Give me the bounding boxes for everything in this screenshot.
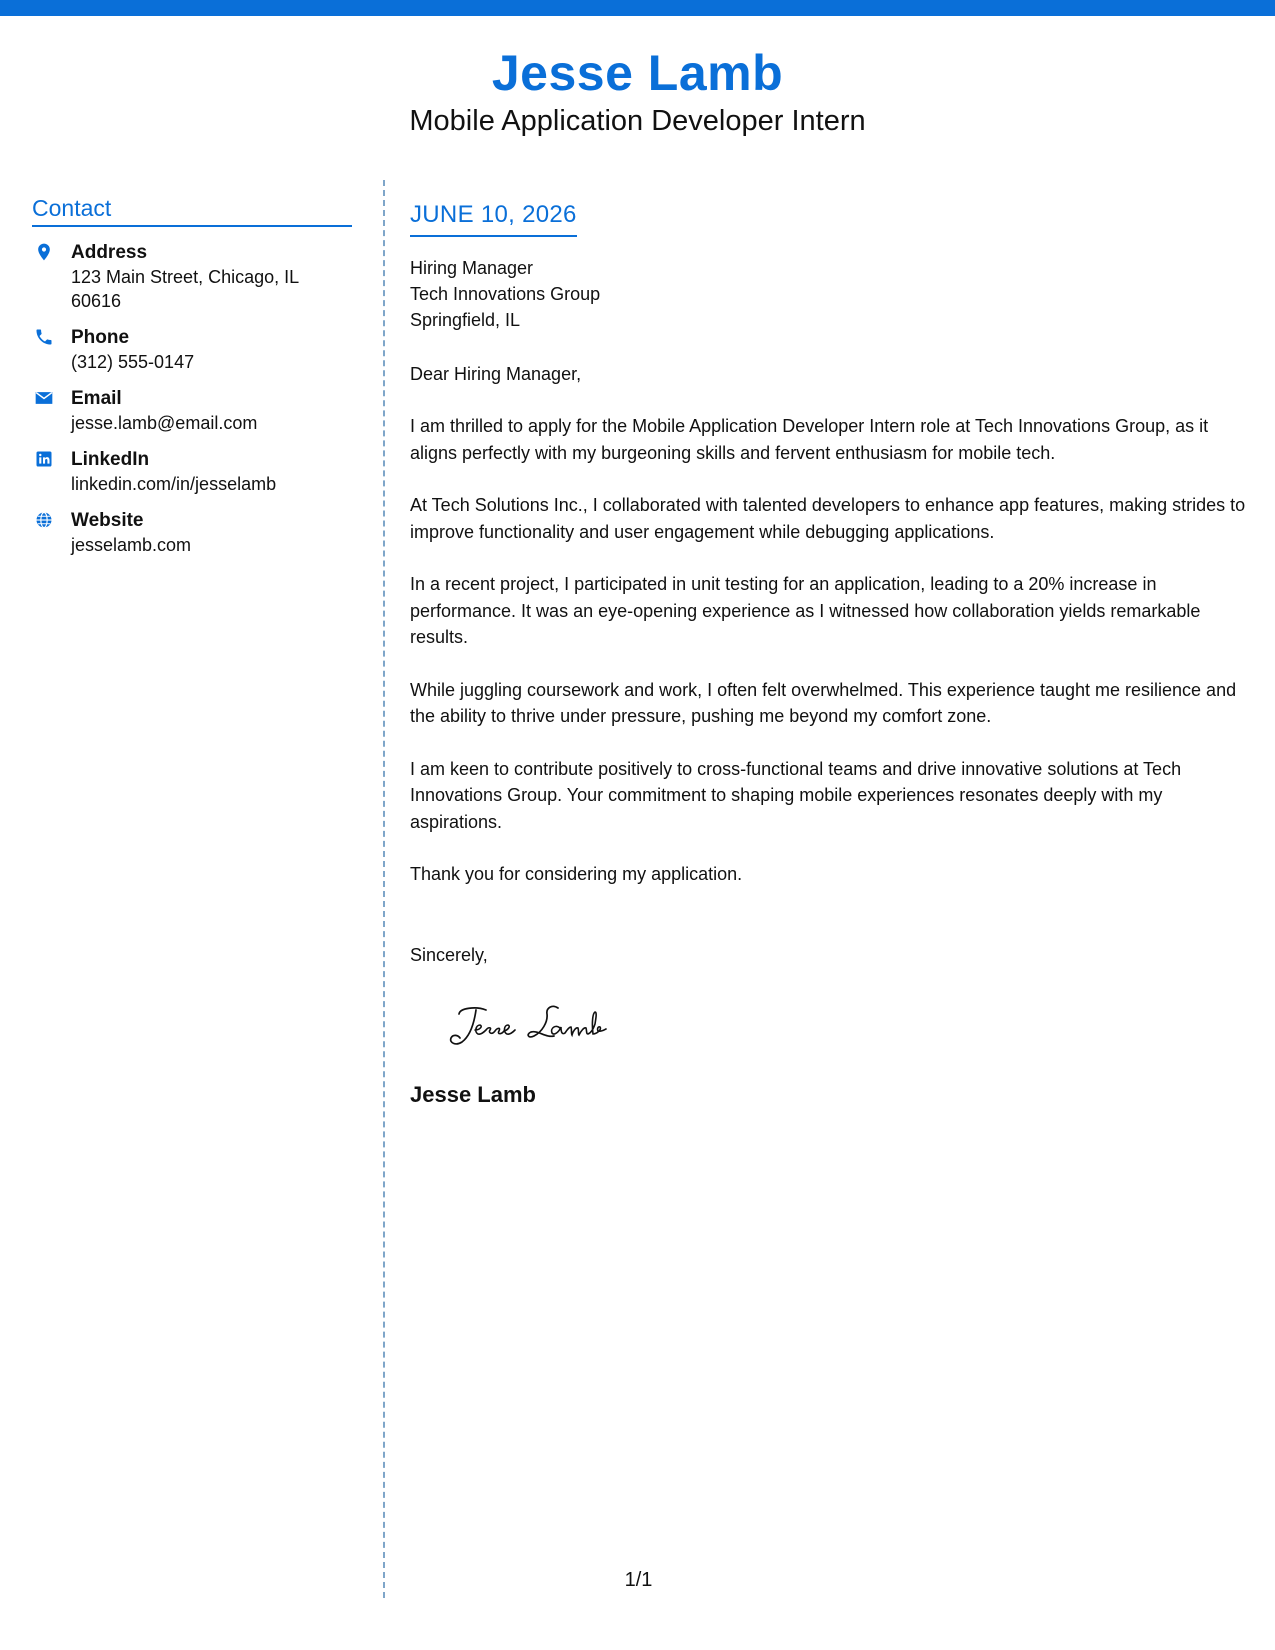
applicant-job-title: Mobile Application Developer Intern	[409, 105, 866, 137]
body-paragraph: I am thrilled to apply for the Mobile Application Developer Intern role at Tech Innovations Group, as it aligns perfectly with my burgeoning skills and fervent enthusiasm for mobile tech.	[410, 416, 1209, 463]
recipient-line: Hiring Manager	[410, 258, 534, 278]
letter-header	[0, 40, 1275, 139]
salutation: Dear Hiring Manager,	[410, 364, 582, 384]
contact-sidebar	[32, 194, 352, 570]
contact-value-website[interactable]: jesselamb.com	[71, 535, 192, 555]
contact-label: Email	[71, 388, 122, 409]
top-accent-bar	[0, 0, 1275, 16]
contact-value-email[interactable]: jesse.lamb@email.com	[71, 413, 258, 433]
linkedin-icon	[34, 449, 54, 469]
contact-item-website	[32, 509, 352, 557]
contact-item-phone	[32, 326, 352, 374]
contact-label: Website	[71, 510, 144, 531]
map-pin-icon	[34, 242, 54, 262]
envelope-icon	[34, 388, 54, 408]
contact-item-address	[32, 241, 352, 313]
globe-icon	[34, 510, 54, 530]
body-paragraph: In a recent project, I participated in unit testing for an application, leading to a 20% increase in performance. It was an eye-opening experience as I witnessed how collaboration yields remarkable results.	[410, 574, 1201, 647]
contact-value-phone: (312) 555-0147	[71, 352, 195, 372]
contact-heading: Contact	[32, 194, 352, 227]
contact-item-linkedin	[32, 448, 352, 496]
recipient-line: Springfield, IL	[410, 310, 521, 330]
closing-line: Sincerely,	[410, 944, 488, 965]
phone-icon	[34, 327, 54, 347]
contact-label: Phone	[71, 327, 130, 348]
body-paragraph: I am keen to contribute positively to cross-functional teams and drive innovative solutions at Tech Innovations Group. Your commitment to shaping mobile experiences resonates deeply with my aspirations.	[410, 758, 1182, 832]
page-number: 1/1	[624, 1569, 653, 1591]
contact-label: Address	[71, 242, 148, 263]
recipient-block	[410, 255, 1252, 333]
letter-date: JUNE 10, 2026	[410, 198, 577, 237]
signer-name: Jesse Lamb	[410, 1081, 536, 1107]
contact-label: LinkedIn	[71, 449, 150, 470]
handwritten-signature	[446, 994, 646, 1056]
body-paragraph: While juggling coursework and work, I often felt overwhelmed. This experience taught me resilience and the ability to thrive under pressure, pushing me beyond my comfort zone.	[410, 679, 1237, 726]
body-paragraph: Thank you for considering my application.	[410, 864, 743, 884]
contact-list	[32, 241, 352, 557]
recipient-line: Tech Innovations Group	[410, 284, 601, 304]
body-paragraph: At Tech Solutions Inc., I collaborated with talented developers to enhance app features, making strides to improve functionality and user engagement while debugging applications.	[410, 495, 1246, 542]
applicant-name: Jesse Lamb	[491, 45, 784, 101]
contact-value-linkedin[interactable]: linkedin.com/in/jesselamb	[71, 474, 277, 494]
contact-value-address: 123 Main Street, Chicago, IL 60616	[71, 267, 299, 311]
column-divider	[383, 180, 385, 1598]
letter-body	[410, 198, 1252, 1109]
contact-item-email	[32, 387, 352, 435]
